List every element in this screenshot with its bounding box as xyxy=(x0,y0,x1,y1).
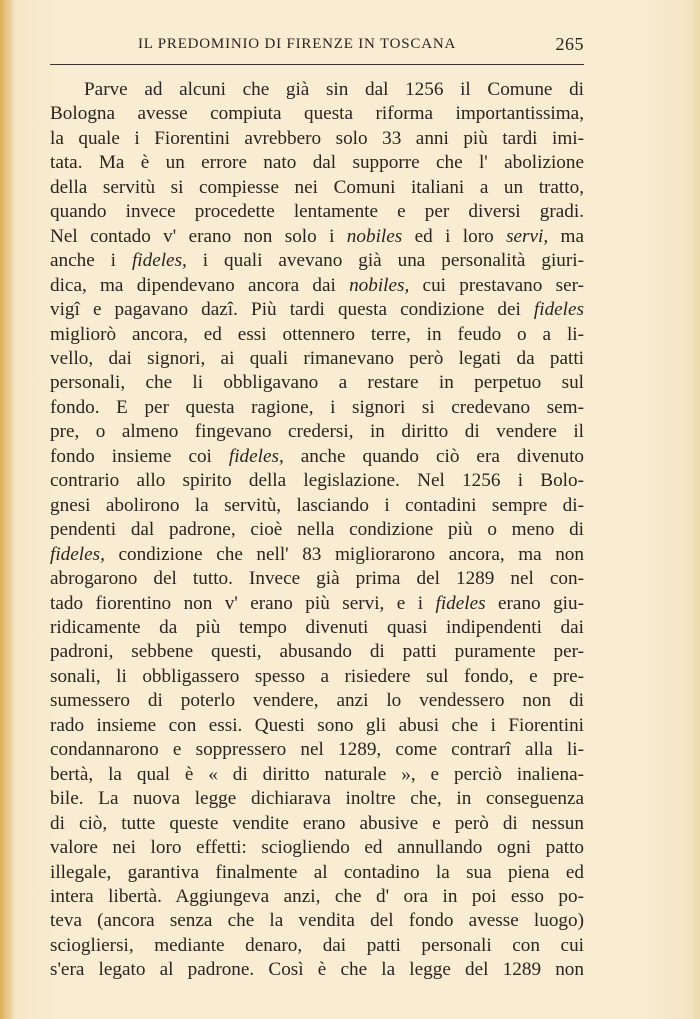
text-line xyxy=(50,469,584,493)
text-segment: erano giu- xyxy=(485,592,584,614)
text-segment: ma xyxy=(548,225,584,247)
text-line xyxy=(50,445,584,469)
text-line xyxy=(50,396,584,420)
text-segment: la quale i Fiorentini avrebbero solo 33 anni più tardi imi- xyxy=(50,127,584,149)
text-segment: personali, che li obbligavano a restare in perpetuo sul xyxy=(50,372,584,394)
text-line xyxy=(50,665,584,689)
italic-term: fideles xyxy=(435,592,486,614)
text-segment: anche quando ciò era divenuto xyxy=(283,445,584,467)
text-line xyxy=(50,812,584,836)
text-segment: tado fiorentino non v' erano più servi, e i xyxy=(50,592,436,614)
text-segment: Parve ad alcuni che già sin dal 1256 il Comune di xyxy=(84,79,584,100)
text-line xyxy=(50,78,584,102)
text-line xyxy=(50,518,584,542)
text-segment: della servitù si compiesse nei Comuni italiani a un tratto, xyxy=(50,176,584,198)
text-segment: Bologna avesse compiuta questa riforma importantissima, xyxy=(50,103,584,125)
text-segment: cui prestavano ser- xyxy=(409,274,584,296)
text-segment: Nel contado v' erano non solo i xyxy=(50,225,347,247)
text-line xyxy=(50,616,584,640)
text-line xyxy=(50,861,584,885)
text-segment: sonali, li obbligassero spesso a risiedere sul fondo, e pre- xyxy=(50,665,584,687)
italic-term: fideles, xyxy=(228,445,284,467)
italic-term: nobiles xyxy=(346,225,403,247)
italic-term: fideles, xyxy=(50,543,105,565)
text-line xyxy=(50,909,584,933)
text-segment: illegale, garantiva finalmente al contadino la sua piena ed xyxy=(50,861,584,883)
text-line xyxy=(50,934,584,958)
text-segment: gnesi abolirono la servitù, lasciando i contadini sempre di- xyxy=(50,494,584,516)
text-segment: sumessero di poterlo vendere, anzi lo vendessero non di xyxy=(50,690,584,712)
text-line xyxy=(50,640,584,664)
text-line xyxy=(50,836,584,860)
text-segment: ed i loro xyxy=(402,225,507,247)
body-text xyxy=(50,78,584,1008)
running-head: IL PREDOMINIO DI FIRENZE IN TOSCANA xyxy=(138,36,457,52)
text-segment: padroni, sebbene questi, abusando di patti puramente per- xyxy=(50,641,584,663)
text-line xyxy=(50,592,584,616)
text-segment: contrario allo spirito della legislazione. Nel 1256 i Bolo- xyxy=(50,470,584,492)
text-segment: rado insieme con essi. Questi sono gli abusi che i Fiorentini xyxy=(50,714,584,736)
text-line xyxy=(50,151,584,175)
text-segment: sciogliersi, mediante denaro, dai patti personali con cui xyxy=(50,934,584,956)
text-line xyxy=(50,567,584,591)
header-rule xyxy=(50,64,584,65)
text-segment: intera libertà. Aggiungeva anzi, che d' ora in poi esso po- xyxy=(50,885,584,907)
text-segment: condannarono e soppressero nel 1289, come contrarî alla li- xyxy=(50,739,584,761)
text-segment: abrogarono del tutto. Invece già prima del 1289 nel con- xyxy=(50,568,584,590)
italic-term: nobiles, xyxy=(349,274,410,296)
text-segment: fondo. E per questa ragione, i signori si credevano sem- xyxy=(50,396,584,418)
text-segment: pre, o almeno fingevano credersi, in diritto di vendere il xyxy=(50,421,584,443)
text-line xyxy=(50,347,584,371)
text-segment: pendenti dal padrone, cioè nella condizione più o meno di xyxy=(50,519,584,541)
italic-term: fideles, xyxy=(131,250,187,272)
text-segment: condizione che nell' 83 migliorarono ancora, ma non xyxy=(104,543,584,565)
text-line xyxy=(50,543,584,567)
text-line xyxy=(50,494,584,518)
text-segment: i quali avevano già una personalità giuri- xyxy=(186,250,584,272)
text-line xyxy=(50,225,584,249)
text-segment: vigî e pagavano dazî. Più tardi questa condizione dei xyxy=(50,299,534,321)
text-segment: anche i xyxy=(50,250,132,272)
text-line xyxy=(50,102,584,126)
text-line xyxy=(50,885,584,909)
text-line xyxy=(50,249,584,273)
text-segment: fondo insieme coi xyxy=(50,445,229,467)
text-segment: valore nei loro effetti: sciogliendo ed annullando ogni patto xyxy=(50,837,584,859)
text-line xyxy=(50,127,584,151)
text-segment: dica, ma dipendevano ancora dai xyxy=(50,274,350,296)
text-line xyxy=(50,371,584,395)
text-line xyxy=(50,274,584,298)
text-line xyxy=(50,323,584,347)
page-header xyxy=(48,34,586,60)
text-line xyxy=(50,787,584,811)
text-segment: s'era legato al padrone. Così è che la legge del 1289 non xyxy=(50,959,584,981)
text-segment: teva (ancora senza che la vendita del fondo avesse luogo) xyxy=(50,910,584,932)
text-line xyxy=(50,958,584,982)
text-line xyxy=(50,298,584,322)
text-segment: tata. Ma è un errore nato dal supporre che l' abolizione xyxy=(50,152,584,174)
text-segment: di ciò, tutte queste vendite erano abusive e però di nessun xyxy=(50,812,584,834)
text-line xyxy=(50,420,584,444)
text-line xyxy=(50,689,584,713)
text-line xyxy=(50,714,584,738)
text-segment: quando invece procedette lentamente e per diversi gradi. xyxy=(50,201,584,223)
text-line xyxy=(50,738,584,762)
text-line xyxy=(50,200,584,224)
italic-term: servi, xyxy=(506,225,549,247)
text-line xyxy=(50,763,584,787)
text-segment: ridicamente da più tempo divenuti quasi indipendenti dai xyxy=(50,616,584,638)
italic-term: fideles xyxy=(533,299,584,321)
text-segment: bertà, la qual è « di diritto naturale », e perciò inaliena- xyxy=(50,763,584,785)
text-segment: vello, dai signori, ai quali rimanevano però legati da patti xyxy=(50,347,584,369)
text-segment: migliorò ancora, ed essi ottennero terre, in feudo o a li- xyxy=(50,323,584,345)
text-segment: bile. La nuova legge dichiarava inoltre che, in conseguenza xyxy=(50,788,584,810)
page-edge-shadow xyxy=(0,0,14,1019)
text-line xyxy=(50,176,584,200)
page-number: 265 xyxy=(555,34,584,54)
